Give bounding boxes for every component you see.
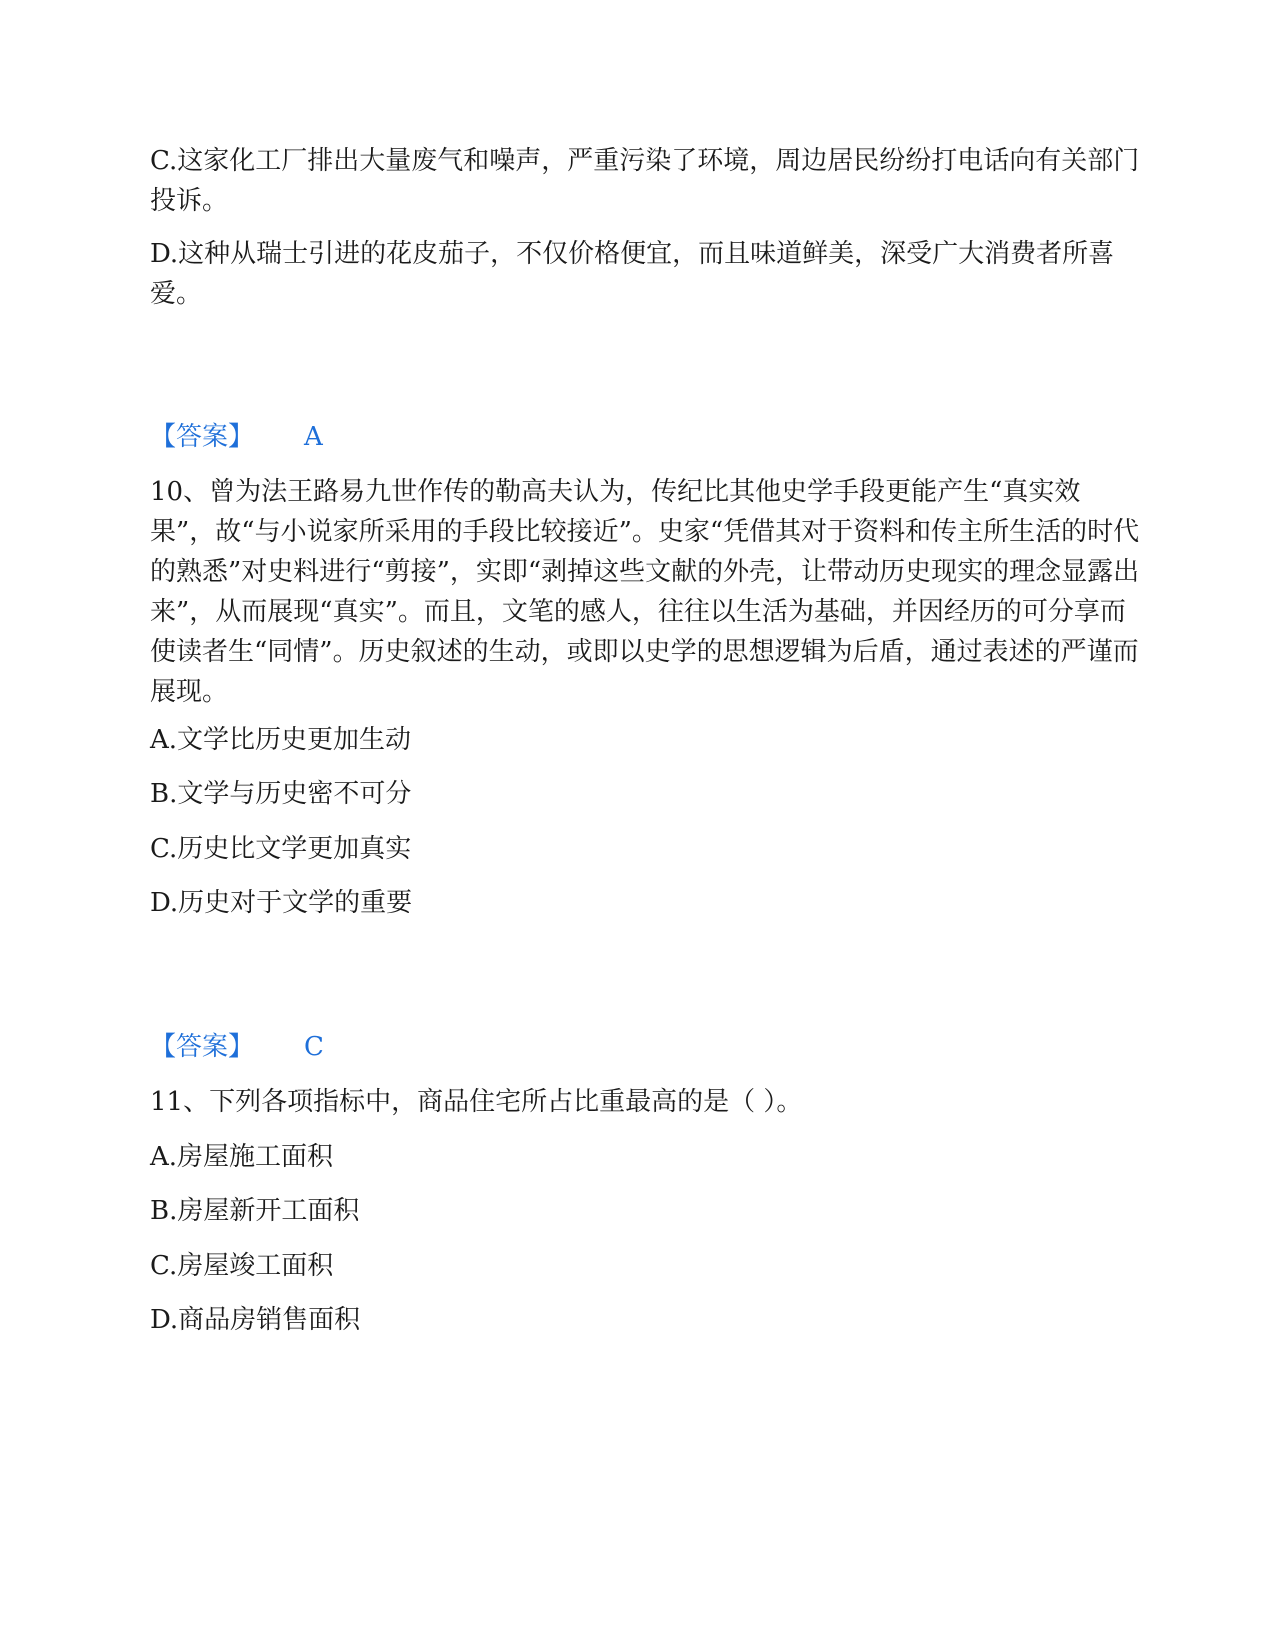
question-10-option-a: A.文学比历史更加生动 <box>150 725 412 755</box>
question-11-option-d: D.商品房销售面积 <box>150 1305 361 1335</box>
question-10-option-d: D.历史对于文学的重要 <box>150 888 413 918</box>
question-11-stem: 11、下列各项指标中，商品住宅所占比重最高的是（ ）。 <box>150 1087 803 1117</box>
question-11-option-a: A.房屋施工面积 <box>150 1142 334 1172</box>
answer-10 <box>150 1027 324 1067</box>
answer-value: A <box>304 422 323 452</box>
answer-9 <box>150 417 323 457</box>
prev-option-c: C.这家化工厂排出大量废气和噪声，严重污染了环境，周边居民纷纷打电话向有关部门投诉。 <box>150 146 1140 216</box>
answer-label: 【答案】 <box>150 1032 255 1062</box>
question-11-option-b: B.房屋新开工面积 <box>150 1196 360 1226</box>
answer-label: 【答案】 <box>150 422 255 452</box>
question-10-option-c: C.历史比文学更加真实 <box>150 834 412 864</box>
question-11-option-c: C.房屋竣工面积 <box>150 1251 334 1281</box>
answer-value: C <box>304 1032 324 1062</box>
question-10-stem: 10、曾为法王路易九世作传的勒高夫认为，传纪比其他史学手段更能产生“真实效果”，故“与小说家所采用的手段比较接近”。史家“凭借其对于资料和传主所生活的时代的熟悉”对史料进行“剪接”，实即“剥掉这些文献的外壳，让带动历史现实的理念显露出来”，从而展现“真实”。而且，文笔的感人，往往以生活为基础，并因经历的可分享而使读者生“同情”。历史叙述的生动，或即以史学的思想逻辑为后盾，通过表述的严谨而展现。 <box>150 477 1140 707</box>
prev-option-d: D.这种从瑞士引进的花皮茄子，不仅价格便宜，而且味道鲜美，深受广大消费者所喜爱。 <box>150 239 1115 309</box>
question-10-option-b: B.文学与历史密不可分 <box>150 779 412 809</box>
